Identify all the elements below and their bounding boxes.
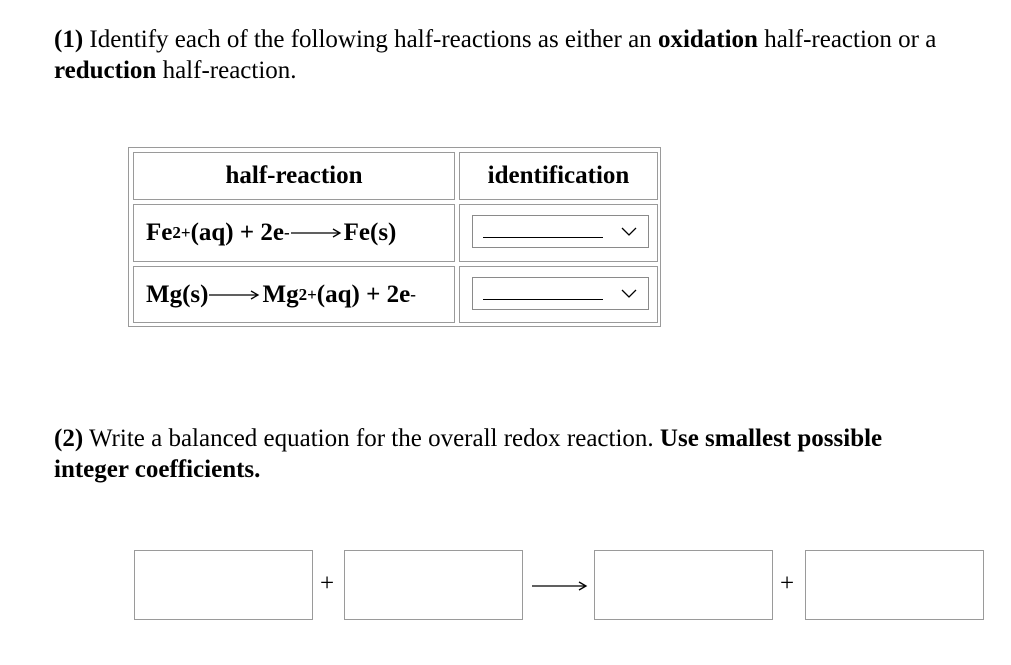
half-reaction-row-1: Fe 2+ (aq) + 2e - Fe(s): [133, 204, 455, 262]
reaction-arrow-icon: [209, 289, 261, 301]
half-reaction-row-2: Mg(s) Mg 2+ (aq) + 2e -: [133, 266, 455, 323]
question-1-text: (1) Identify each of the following half-reactions as either an oxidation half-reaction or a reduction half-reaction.: [54, 26, 937, 84]
identification-select-1[interactable]: [472, 215, 649, 248]
reactant-1-input[interactable]: [134, 550, 313, 620]
reactant-2-input[interactable]: [344, 550, 523, 620]
header-half-reaction: half-reaction: [133, 152, 455, 200]
identification-select-2[interactable]: [472, 277, 649, 310]
half-reaction-table: [128, 147, 661, 327]
reaction-arrow-icon: [532, 580, 588, 592]
reaction-arrow-icon: [291, 227, 343, 239]
product-1-input[interactable]: [594, 550, 773, 620]
product-2-input[interactable]: [805, 550, 984, 620]
plus-sign-2: +: [780, 570, 795, 597]
chevron-down-icon: [621, 225, 637, 237]
chevron-down-icon: [621, 287, 637, 299]
question-1-number: (1): [54, 26, 84, 53]
identification-cell-1: [459, 204, 658, 262]
header-identification: identification: [459, 152, 658, 200]
identification-cell-2: [459, 266, 658, 323]
question-2-number: (2): [54, 425, 84, 452]
question-2-text: (2) Write a balanced equation for the overall redox reaction. Use smallest possible integer coefficients.: [54, 425, 883, 483]
plus-sign-1: +: [320, 570, 335, 597]
